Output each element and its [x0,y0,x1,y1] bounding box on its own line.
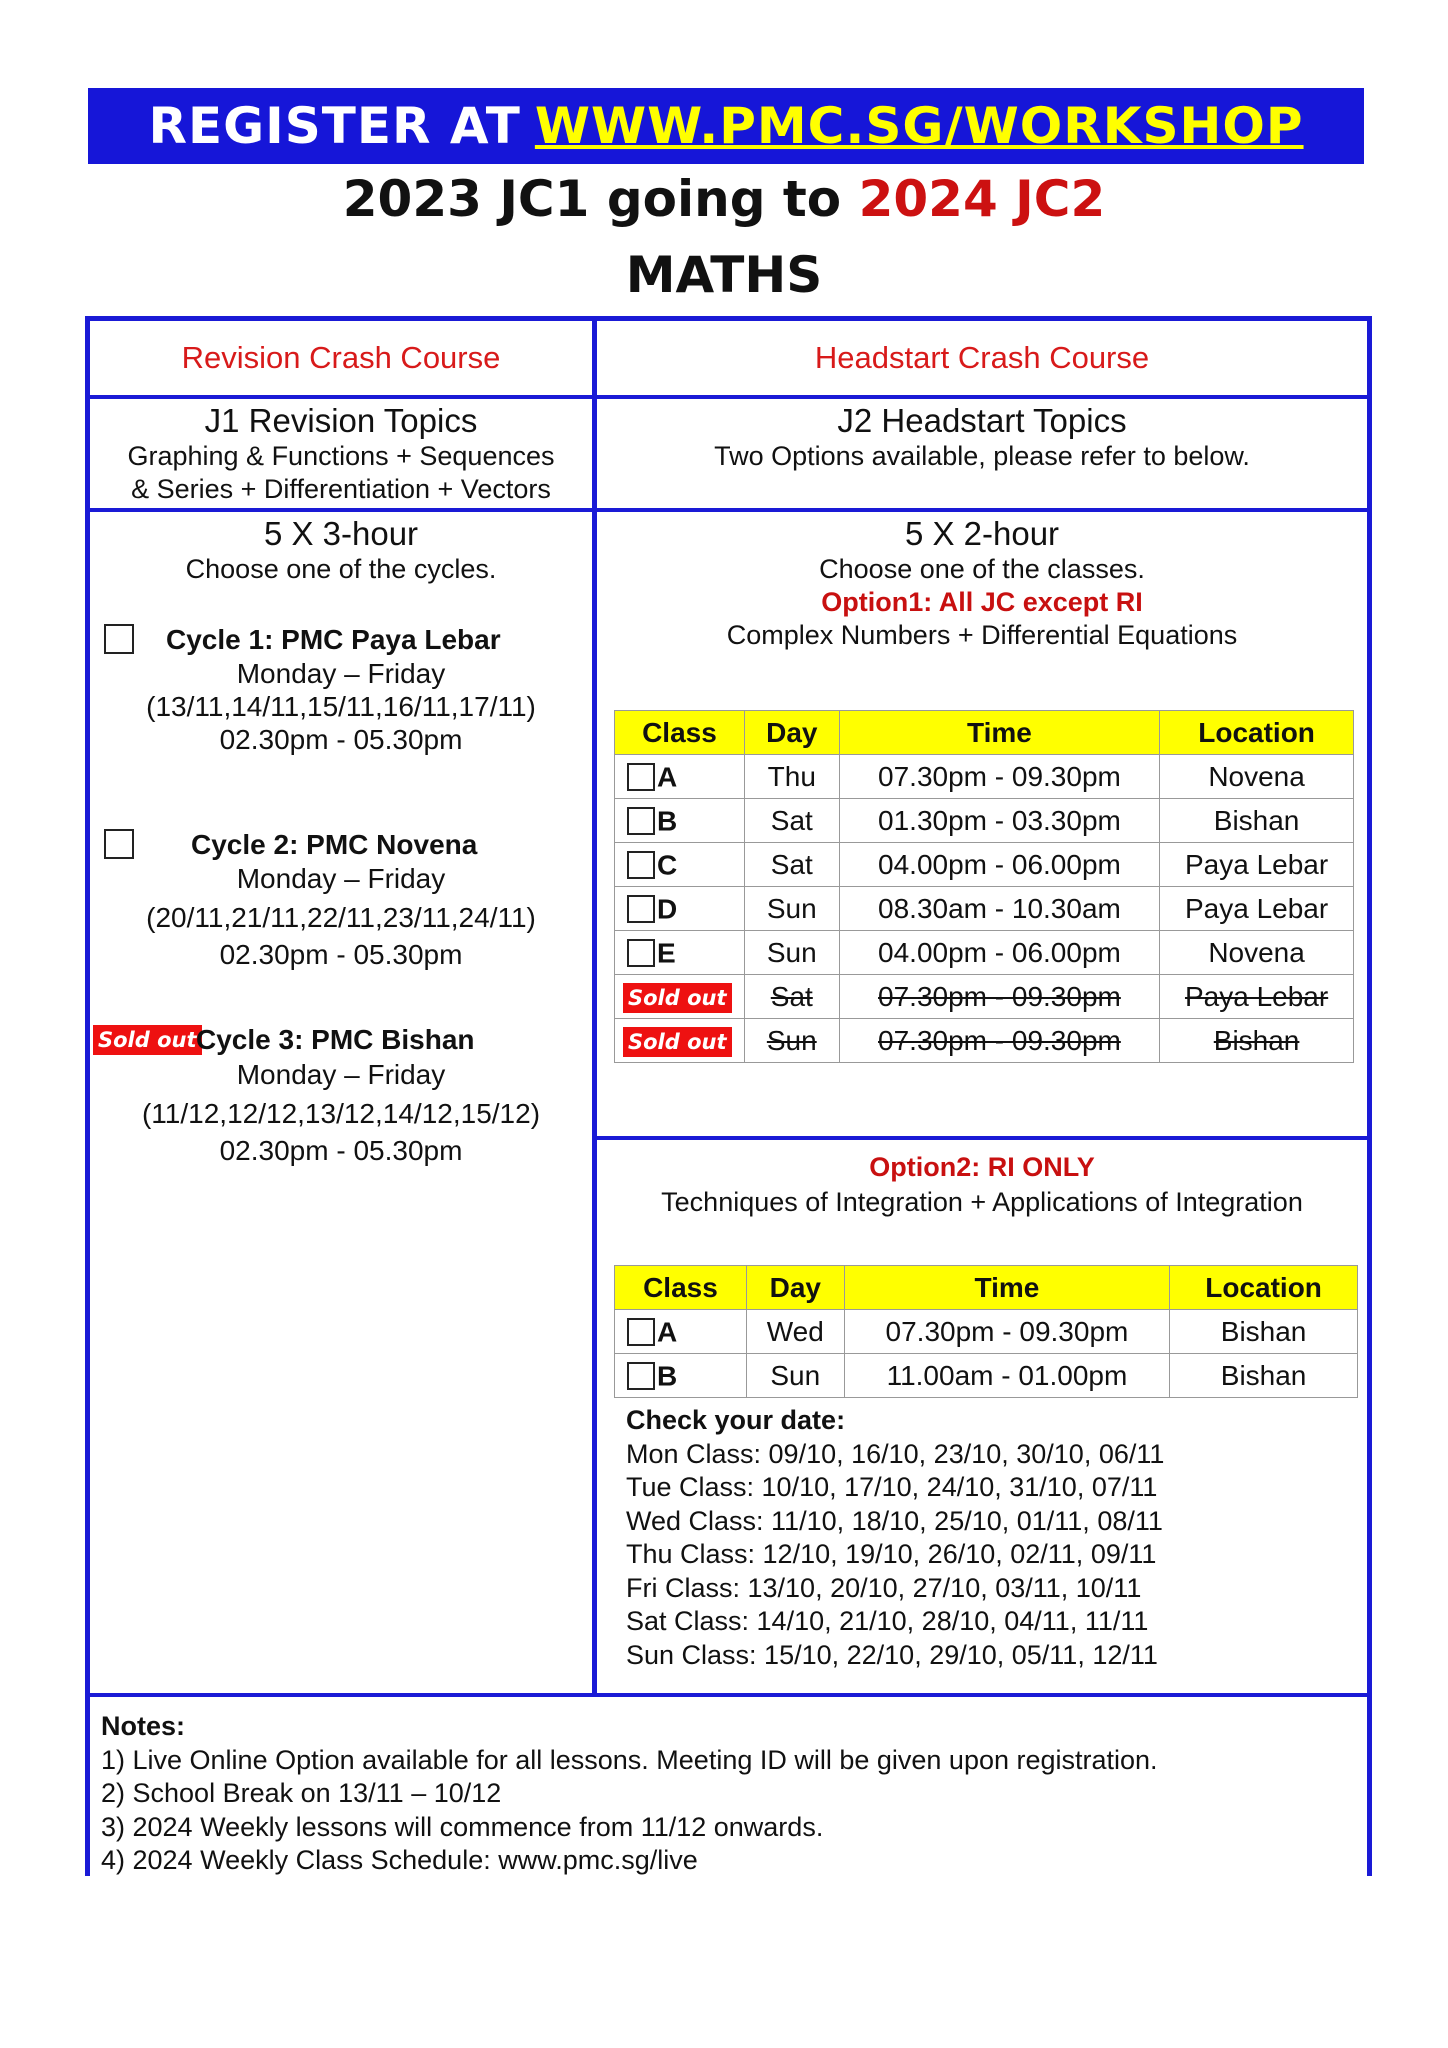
time-cell: 07.30pm - 09.30pm [839,975,1159,1019]
title-part2: 2024 JC2 [858,170,1106,228]
location-cell: Paya Lebar [1160,843,1354,887]
class-checkbox[interactable] [627,851,655,879]
revision-header: Revision Crash Course [181,340,501,375]
location-cell: Bishan [1170,1354,1358,1398]
cycle1-dates: (13/11,14/11,15/11,16/11,17/11) [146,691,536,722]
col-time: Time [844,1266,1169,1310]
check-dates [626,1404,1164,1672]
date-line: Fri Class: 13/10, 20/10, 27/10, 03/11, 10/11 [626,1572,1142,1603]
table-row[interactable] [615,931,1354,975]
check-dates-title: Check your date: [626,1405,846,1435]
revision-topics-title: J1 Revision Topics [204,402,478,439]
headstart-topics-title: J2 Headstart Topics [837,402,1127,439]
time-cell: 01.30pm - 03.30pm [839,799,1159,843]
class-checkbox[interactable] [627,1362,655,1390]
time-cell: 04.00pm - 06.00pm [839,843,1159,887]
date-line: Wed Class: 11/10, 18/10, 25/10, 01/11, 08/11 [626,1505,1163,1536]
cycle1-details [90,657,592,756]
revision-topics [90,402,592,506]
table-row[interactable] [615,843,1354,887]
revision-topics-line1: Graphing & Functions + Sequences [127,441,555,471]
time-cell: 08.30am - 10.30am [839,887,1159,931]
divider [596,1136,1372,1140]
cycle2-checkbox[interactable] [104,829,134,859]
notes-title: Notes: [101,1711,186,1741]
option2-table [614,1265,1358,1398]
col-class: Class [615,711,745,755]
day-cell: Sun [744,931,839,975]
table-row[interactable] [615,799,1354,843]
sold-out-badge: Sold out [623,983,732,1013]
headstart-topics-line1: Two Options available, please refer to below. [714,441,1250,471]
option1-title: Option1: All JC except RI [821,587,1143,617]
cycle3-title: Cycle 3: PMC Bishan [196,1024,475,1055]
page-title [0,170,1448,228]
revision-duration-block [90,515,592,586]
register-banner [88,88,1364,164]
class-checkbox[interactable] [627,939,655,967]
cycle2-days: Monday – Friday [236,863,446,894]
day-cell: Sat [744,799,839,843]
class-checkbox[interactable] [627,895,655,923]
banner-prefix: REGISTER AT [148,97,521,155]
col-day: Day [746,1266,844,1310]
col-day: Day [744,711,839,755]
location-cell: Paya Lebar [1160,887,1354,931]
table-row[interactable] [615,1354,1358,1398]
table-row[interactable] [615,755,1354,799]
cycle3-days: Monday – Friday [236,1059,446,1090]
notes [101,1710,1158,1878]
table-row[interactable] [615,1310,1358,1354]
headstart-duration-block [597,515,1367,652]
table-row-sold-out [615,975,1354,1019]
day-cell: Sun [746,1354,844,1398]
col-time: Time [839,711,1159,755]
class-label: C [657,849,678,881]
col-location: Location [1160,711,1354,755]
class-checkbox[interactable] [627,763,655,791]
class-label: E [657,937,676,969]
headstart-topics [597,402,1367,473]
day-cell: Wed [746,1310,844,1354]
divider [85,508,1372,512]
divider [1367,316,1372,1876]
location-cell: Bishan [1160,799,1354,843]
revision-topics-line2: & Series + Differentiation + Vectors [131,474,551,504]
class-label: B [657,805,678,837]
cycle1-title: Cycle 1: PMC Paya Lebar [166,624,501,655]
revision-duration: 5 X 3-hour [263,515,419,552]
class-label: B [657,1360,678,1392]
headstart-header: Headstart Crash Course [814,340,1150,375]
cycle2-title: Cycle 2: PMC Novena [191,829,478,860]
time-cell: 07.30pm - 09.30pm [844,1310,1169,1354]
divider [85,1693,1372,1697]
day-cell: Sat [744,975,839,1019]
table-row[interactable] [615,887,1354,931]
subject-title: MATHS [625,246,823,304]
location-cell: Bishan [1170,1310,1358,1354]
cycle1-time: 02.30pm - 05.30pm [219,724,463,755]
col-class: Class [615,1266,747,1310]
cycle2-details [90,862,592,971]
cycle1-checkbox[interactable] [104,624,134,654]
col-location: Location [1170,1266,1358,1310]
option2-block [597,1150,1367,1220]
option2-title: Option2: RI ONLY [869,1152,1095,1182]
class-label: A [657,761,678,793]
time-cell: 11.00am - 01.00pm [844,1354,1169,1398]
class-label: D [657,893,678,925]
date-line: Thu Class: 12/10, 19/10, 26/10, 02/11, 09/11 [626,1539,1157,1569]
cycle2-time: 02.30pm - 05.30pm [219,939,463,970]
register-link[interactable]: WWW.PMC.SG/WORKSHOP [534,97,1304,155]
location-cell: Bishan [1160,1019,1354,1063]
cycle3-time: 02.30pm - 05.30pm [219,1135,463,1166]
date-line: Sun Class: 15/10, 22/10, 29/10, 05/11, 12/11 [626,1639,1158,1670]
cycle2-dates: (20/11,21/11,22/11,23/11,24/11) [146,902,536,933]
option1-topics: Complex Numbers + Differential Equations [726,620,1238,650]
cycle3-dates: (11/12,12/12,13/12,14/12,15/12) [141,1098,541,1129]
time-cell: 07.30pm - 09.30pm [839,755,1159,799]
day-cell: Sun [744,887,839,931]
location-cell: Novena [1160,755,1354,799]
note-line: 2) School Break on 13/11 – 10/12 [101,1778,502,1808]
day-cell: Sun [744,1019,839,1063]
time-cell: 04.00pm - 06.00pm [839,931,1159,975]
headstart-instruction: Choose one of the classes. [819,554,1145,584]
day-cell: Sat [744,843,839,887]
revision-instruction: Choose one of the cycles. [185,554,497,584]
note-line: 1) Live Online Option available for all lessons. Meeting ID will be given upon registration. [101,1744,1158,1775]
title-part1: 2023 JC1 going to [342,170,842,228]
date-line: Tue Class: 10/10, 17/10, 24/10, 31/10, 07/11 [626,1472,1158,1502]
date-line: Mon Class: 09/10, 16/10, 23/10, 30/10, 06/11 [626,1438,1165,1469]
divider [85,395,1372,399]
divider [85,316,1372,321]
sold-out-badge: Sold out [623,1027,732,1057]
day-cell: Thu [744,755,839,799]
class-label: A [657,1316,678,1348]
headstart-duration: 5 X 2-hour [904,515,1060,552]
note-line: 3) 2024 Weekly lessons will commence from 11/12 onwards. [101,1811,824,1842]
time-cell: 07.30pm - 09.30pm [839,1019,1159,1063]
cycle1-days: Monday – Friday [236,658,446,689]
location-cell: Paya Lebar [1160,975,1354,1019]
option2-topics: Techniques of Integration + Applications of Integration [661,1187,1303,1217]
class-checkbox[interactable] [627,1318,655,1346]
date-line: Sat Class: 14/10, 21/10, 28/10, 04/11, 11/11 [626,1606,1149,1636]
sold-out-badge: Sold out [93,1025,202,1055]
table-row-sold-out [615,1019,1354,1063]
location-cell: Novena [1160,931,1354,975]
option1-table [614,710,1354,1063]
cycle3-details [90,1058,592,1167]
note-line: 4) 2024 Weekly Class Schedule: www.pmc.sg/live [101,1845,698,1875]
class-checkbox[interactable] [627,807,655,835]
